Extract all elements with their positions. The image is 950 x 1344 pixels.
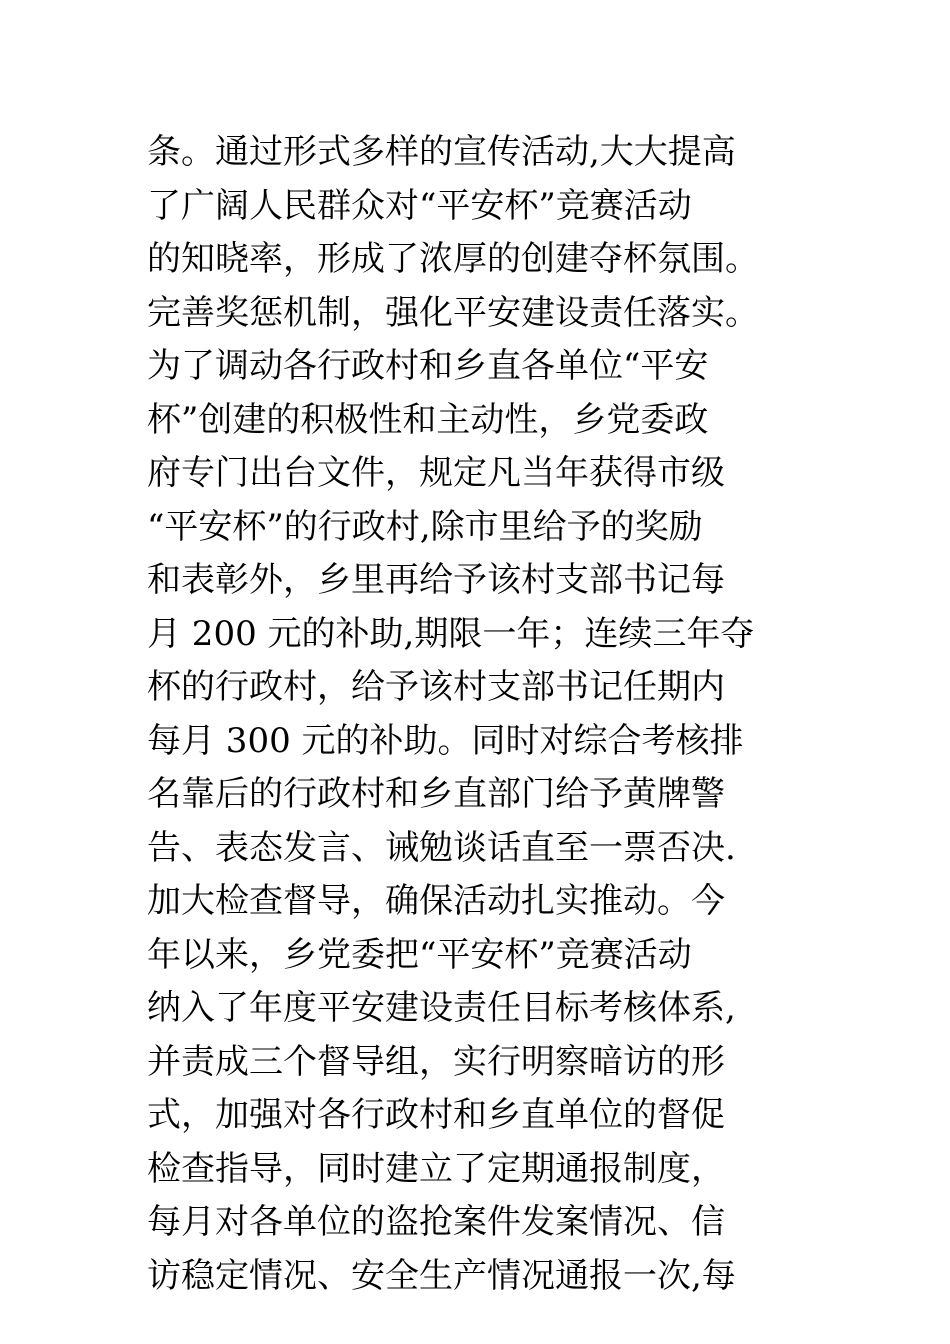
text-line: 加大检查督导，确保活动扎实推动。今 (147, 881, 725, 921)
text-line: 条。通过形式多样的宣传活动,大大提高 (147, 132, 736, 172)
text-line: 式，加强对各行政村和乡直单位的督促 (147, 1095, 725, 1135)
text-line: “平安杯”的行政村,除市里给予的奖励 (147, 506, 703, 547)
body-text (147, 126, 847, 1303)
text-line: 杯的行政村，给予该村支部书记任期内 (147, 667, 725, 707)
text-line: 检查指导，同时建立了定期通报制度， (147, 1148, 725, 1189)
text-line: 杯”创建的积极性和主动性，乡党委政 (147, 399, 709, 440)
text-line: 每月对各单位的盗抢案件发案情况、信 (147, 1202, 725, 1242)
text-line: 纳入了年度平安建设责任目标考核体系, (147, 988, 736, 1028)
text-line: 每月 300 元的补助。同时对综合考核排 (147, 720, 744, 761)
text-line: 名靠后的行政村和乡直部门给予黄牌警 (147, 774, 725, 814)
text-line: 为了调动各行政村和乡直各单位“平安 (147, 346, 709, 386)
text-line: 府专门出台文件，规定凡当年获得市级 (147, 453, 725, 493)
text-line: 月 200 元的补助,期限一年；连续三年夺 (147, 613, 755, 654)
text-line: 年以来，乡党委把“平安杯”竞赛活动 (147, 934, 692, 975)
text-line: 了广阔人民群众对“平安杯”竞赛活动 (147, 185, 692, 226)
text-line: 访稳定情况、安全生产情况通报一次,每 (147, 1255, 736, 1296)
text-line: 的知晓率，形成了浓厚的创建夺杯氛围。 (147, 239, 759, 279)
text-line: 和表彰外，乡里再给予该村支部书记每 (147, 560, 725, 600)
text-line: 并责成三个督导组，实行明察暗访的形 (147, 1041, 725, 1082)
text-line: 完善奖惩机制，强化平安建设责任落实。 (147, 292, 759, 333)
text-line: 告、表态发言、诫勉谈话直至一票否决. (147, 827, 736, 868)
